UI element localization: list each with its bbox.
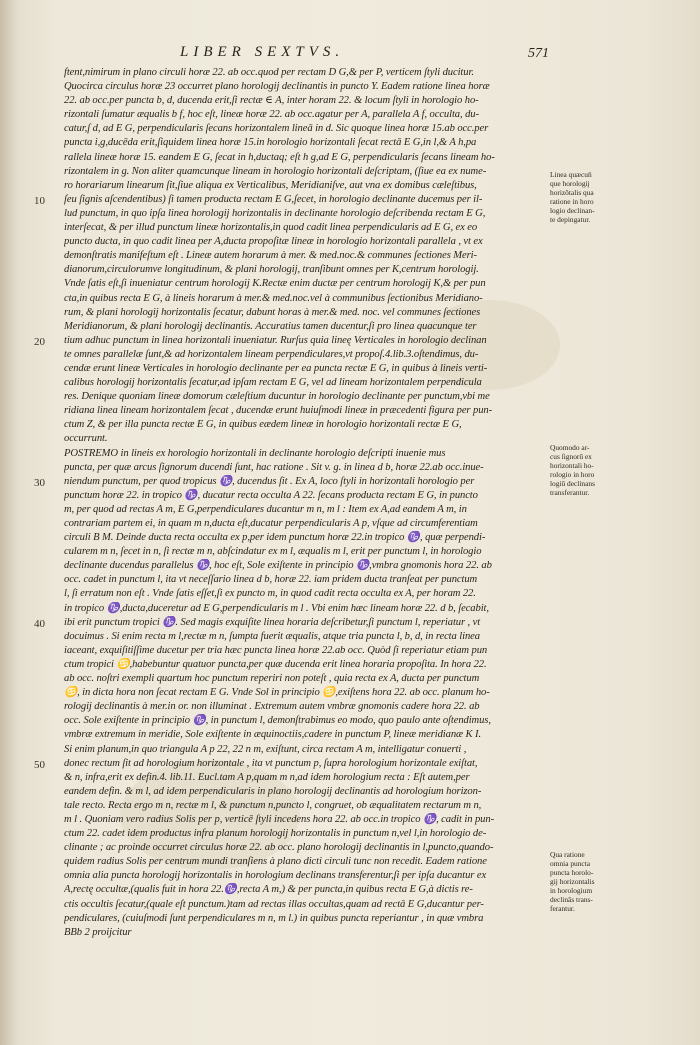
margin-note-line: ratione in horo xyxy=(550,197,594,206)
text-line: occurrunt. xyxy=(64,433,108,445)
gutter-shadow xyxy=(0,0,18,1045)
margin-note-line: rologio in horo xyxy=(550,470,595,479)
text-line: declinante ducendus parallelus ♑, hoc eſt, Sole exiſtente in principio ♑,vmbra gnomonis hora 22. ab xyxy=(64,560,492,572)
text-line: punctum horæ 22. in tropico ♑, ducatur recta occulta A 22. ſecans producta rectam E G, in puncto xyxy=(64,489,478,501)
text-line: iaceant, exquiſitiſſime ducetur per tria hæc puncta linea horæ 22.ab occ. Quòd ſi reperiatur etiam pun xyxy=(64,644,488,656)
text-line: contrariam partem ei, in quam m n,ducta eſt,ducatur perpendicularis A p, vſque ad circumferentiam xyxy=(64,518,478,529)
text-line: cta,in quibus recta E G, à lineis horarum à mer.& med.noc.vel à communibus ſectionibus Meridiano- xyxy=(64,292,483,304)
margin-note-line: logio declinan- xyxy=(550,206,595,215)
text-line: tale recto. Recta ergo m n, rectæ m l, & punctum n,puncto l, congruet, ob æqualitatem rectarum m n, xyxy=(64,799,482,811)
text-line: eandem defin. & m l, ad idem perpendicularis in plano horologij declinantis ad horologium horizon- xyxy=(64,785,482,797)
margin-note-line: ferantur. xyxy=(550,904,575,913)
text-line: ctum 22. cadet idem productus infra planum horologij horizontalis in punctum n,vel l,in horologio de- xyxy=(64,828,487,840)
text-line: ctum Z, & per illa puncta rectæ E G, in quibus eædem lineæ in horologio horizontali rectæ E G, xyxy=(64,419,462,431)
text-line: rizontalem in g. Non aliter quamcunque lineam in horologio horizontali deſcriptam, (ſiue ea ex nume- xyxy=(64,165,487,177)
text-line: Si enim planum,in quo triangula A p 22, 22 n m, exiſtunt, circa rectam A m, intelligatur conuerti , xyxy=(64,743,467,755)
text-line: niendum punctum, per quod tropicus ♑, ducendus ſit . Ex A, loco ſtyli in horizontali horologio per xyxy=(64,475,475,487)
margin-note-3 xyxy=(550,850,630,913)
text-line: 22. ab occ.per puncta b, d, ducenda erit,ſi rectæ ∈ A, inter horam 22. & locum ſtyli in horologio ho- xyxy=(64,95,479,107)
text-line: occ. Sole exiſtente in principio ♑, in punctum l, demonſtrabimus eo modo, quo paulo ante oſtendimus, xyxy=(64,715,491,727)
margin-note-line: cus ſignorū ex xyxy=(550,452,592,461)
text-line: puncta, per quæ arcus ſignorum ducendi ſunt, hac ratione . Sit v. g. in linea d b, horæ 22.ab occ.inue- xyxy=(64,461,484,473)
margin-note-line: puncta horolo- xyxy=(550,868,594,877)
text-line: clinante ; ac proinde occurret circulus horæ 22. ab occ. plano horologij declinantis in l,puncto,quando- xyxy=(64,842,494,854)
text-line: A,rectę occultæ,(qualis fuit in hora 22.♑,recta A m,) & per puncta,in quibus recta E G,à dictis re- xyxy=(64,884,473,896)
text-line: m l . Quoniam vero radius Solis per p, verticē ſtyli incedens hora 22. ab occ.in tropico ♑, cadit in pun- xyxy=(64,813,495,825)
text-line: rologij declinantis à mer.in or. non illuminat . Extremum autem vmbræ gnomonis cadere hora 22. ab xyxy=(64,701,480,713)
text-line: catur,ſ d, ad E G, perpendicularis ſecans horizontalem lineā in d. Sic quoque linea horæ 15.ab occ.per xyxy=(64,123,489,135)
text-line: Vnde ſatis eſt,ſi inueniatur centrum horologij K.Rectæ enim ductæ per centrum horologij K,& per pun xyxy=(64,278,486,290)
margin-note-line: te depingatur. xyxy=(550,215,591,224)
margin-note-line: horizōtalis qua xyxy=(550,188,594,197)
text-line: ab occ. noſtri exempli quartum hoc punctum reperiri non poteſt , quia recta ex A, ducta per punctum xyxy=(64,673,480,685)
text-line: demonſtratis manifeſtum eſt . Lineæ autem horarum à mer. & med.noc.& communes ſectiones Meri- xyxy=(64,250,477,262)
margin-note-line: transferantur. xyxy=(550,488,590,497)
text-line: l, ſi erratum non eſt . Vnde ſatis eſſet,ſi ex puncto m, in quod cadit recta occulta ex A, per horam 22. xyxy=(64,588,476,600)
text-line: ro horariarum linearum ſit,ſiue aliqua ex Verticalibus, Meridianiſve, aut vna ex domibus cæleſtibus, xyxy=(64,179,477,191)
page-header xyxy=(0,44,700,66)
text-line: in tropico ♑,ducta,duceretur ad E G,perpendicularis m l . Vbi enim hæc lineam horæ 22. d b, ſecabit, xyxy=(64,602,489,614)
margin-note-line: Qua ratione xyxy=(550,850,585,859)
margin-note-1 xyxy=(550,170,630,224)
text-line: omnia alia puncta horologij horizontalis in horologium declinans transferentur,ſi per ipſa ducantur ex xyxy=(64,870,487,882)
text-line: m, per quod ad rectas A m, E G,perpendiculares ducantur m n, m l : Item ex A,ad eandem A m, in xyxy=(64,503,467,515)
text-line: cendæ erunt lineæ Verticales in horologio declinante per ea puncta rectæ E G, in quibus à lineis verti- xyxy=(64,362,488,374)
signature-mark xyxy=(64,954,544,968)
text-line: puncto ducta, in quo cadit linea per A,ducta propoſitæ lineæ in horologio horizontali parallela , vt ex xyxy=(64,236,483,248)
text-line: rum, & plani horologij horizontalis ſecatur, dabunt horas à mer.& med. noc. vel communes ſectiones xyxy=(64,306,481,318)
text-line: ibi erit punctum tropici ♑. Sed magis exquiſite linea horaria deſcribetur,ſi punctum l, reperiatur , vt xyxy=(64,616,481,628)
text-line: vmbræ extremum in meridie, Sole exiſtente in æquinoctiis,cadere in punctum P, lineæ meridianæ K I. xyxy=(64,729,482,741)
text-line: Meridianorum, & plani horologij declinantis. Accuratius tamen ducentur,ſi pro linea quacunque ter xyxy=(64,320,477,332)
margin-note-line: horizontali ho- xyxy=(550,461,594,470)
text-line: lud punctum, in quo ipſa linea horologij horizontalis in declinante horologio deſcribenda rectam E G, xyxy=(64,207,486,219)
text-line: cularem m n, ſecet in n, ſi rectæ m n, abſcindatur ex m l, æqualis m l, erit per punctum l, in horologio xyxy=(64,546,482,558)
margin-note-line: declinās trans- xyxy=(550,895,593,904)
margin-note-line: Linea quæcun̄ xyxy=(550,170,592,179)
running-head: LIBER SEXTVS. xyxy=(180,44,345,60)
line-number: 30 xyxy=(34,477,45,489)
text-line: calibus horologij horizontalis ſecatur,ad ipſam rectam E G, vel ad lineam horizontalem perpendicula xyxy=(64,377,482,389)
main-text-column xyxy=(64,66,544,968)
page-number: 571 xyxy=(528,46,549,61)
margin-note-line: omnia puncta xyxy=(550,859,591,868)
text-line: puncta i,g,ducēda erit,ſiquidem linea horæ 15.in horologio horizontali ſecat rectā E G,in l,& A h,pa xyxy=(64,137,477,149)
line-number: 10 xyxy=(34,195,45,207)
text-line: donec rectum ſit ad horologium horizontale , ita vt punctum p, ſupra horologium horizontale exiſtat, xyxy=(64,757,478,769)
text-line: ctis occultis ſecatur,(quale eſt punctum.)tam ad rectas illas occultas,quam ad rectā E G,ducantur per- xyxy=(64,898,484,910)
text-line: pendiculares, (cuiuſmodi ſunt perpendiculares m n, m l.) in quibus puncta reperiantur , in quæ vmbra xyxy=(64,912,484,924)
text-line: circuli B M. Deinde ducta recta occulta ex p,per idem punctum horæ 22.in tropico ♑, quæ perpendi- xyxy=(64,532,486,544)
margin-note-line: logiū declinans xyxy=(550,479,595,488)
text-line: BBb 2 proijcitur xyxy=(64,926,132,938)
text-line: dianorum,circulorumve longitudinum, & plani horologij, tranſibunt omnes per K,centrum horologij. xyxy=(64,264,479,276)
text-line: rallela lineæ horæ 15. eandem E G, ſecat in h,ductaq; eſt h g,ad E G, perpendicularis ſecans lineam ho- xyxy=(64,151,495,163)
text-line: & n, infra,erit ex defin.4. lib.11. Eucl.tam A p,quam m n,ad idem horologium recta : Eſt autem,per xyxy=(64,771,470,783)
text-line: ſeu ſignis aſcendentibus) ſi tamen producta rectam E G,ſecet, in horologio declinante ducemus per il- xyxy=(64,193,483,205)
text-line: docuimus . Si enim recta m l,rectæ m n, ſumpta fuerit æqualis, atque tria puncta l, b, d, in recta linea xyxy=(64,630,480,642)
text-line: res. Denique quoniam lineæ domorum cæleſtium ducuntur in horologio declinante per punctum,vbi me xyxy=(64,391,490,403)
text-line: occ. cadet in punctum l, ita vt neceſſario linea d b, horæ 22. iam pridem ducta tranſeat per punctum xyxy=(64,574,478,586)
text-line: POSTREMO in lineis ex horologio horizontali in declinante horologio deſcripti inuenie mus xyxy=(64,447,446,459)
text-line: ♋, in dicta hora non ſecat rectam E G. Vnde Sol in principio ♋,exiſtens hora 22. ab occ. planum ho- xyxy=(64,687,490,699)
text-line: tium adhuc punctum in linea horizontali inueniatur. Rurſus quia lineę Verticales in horologio declinan xyxy=(64,334,487,346)
margin-note-line: in horologium xyxy=(550,886,593,895)
text-line: rizontali ſumatur æqualis b f, hoc eſt, lineæ horæ 22. ab occ.agatur per A, parallela A f, occulta, du- xyxy=(64,109,479,121)
line-number: 50 xyxy=(34,759,45,771)
text-line: Quocirca circulus horæ 23 occurret plano horologij declinantis in puncto Y. Eadem ratione linea horæ xyxy=(64,81,490,93)
margin-note-line: Quomodo ar- xyxy=(550,443,590,452)
margin-note-line: que horologij xyxy=(550,179,590,188)
margin-note-line: gij horizontalis xyxy=(550,877,595,886)
line-number: 40 xyxy=(34,618,45,630)
text-line: quidem radius Solis per centrum mundi tranſiens à plano dicti circuli tunc non recedit. Eadem ratione xyxy=(64,856,487,868)
text-line: interſecat, & per illud punctum lineæ horizontalis,in quod cadit linea perpendicularis ad E G, ex eo xyxy=(64,222,478,234)
text-line: te omnes parallelæ ſunt,& ad horizontalem lineam perpendiculares,vt propoſ.4.lib.3.oſtendimus, du- xyxy=(64,348,479,360)
margin-note-2 xyxy=(550,443,630,497)
text-line: ftent,nimirum in plano circuli horæ 22. ab occ.quod per rectam D G,& per P, verticem ſtyli ducitur. xyxy=(64,67,474,78)
text-line: ridiana linea lineam horizontalem ſecat , ducendæ erunt huiuſmodi lineæ in præcedenti figura per pun- xyxy=(64,405,493,417)
text-line xyxy=(64,940,544,954)
line-number: 20 xyxy=(34,336,45,348)
text-line: ctum tropici ♋,habebuntur quatuor puncta,per quæ ducenda erit linea horaria propoſita. In hora 22. xyxy=(64,658,487,670)
